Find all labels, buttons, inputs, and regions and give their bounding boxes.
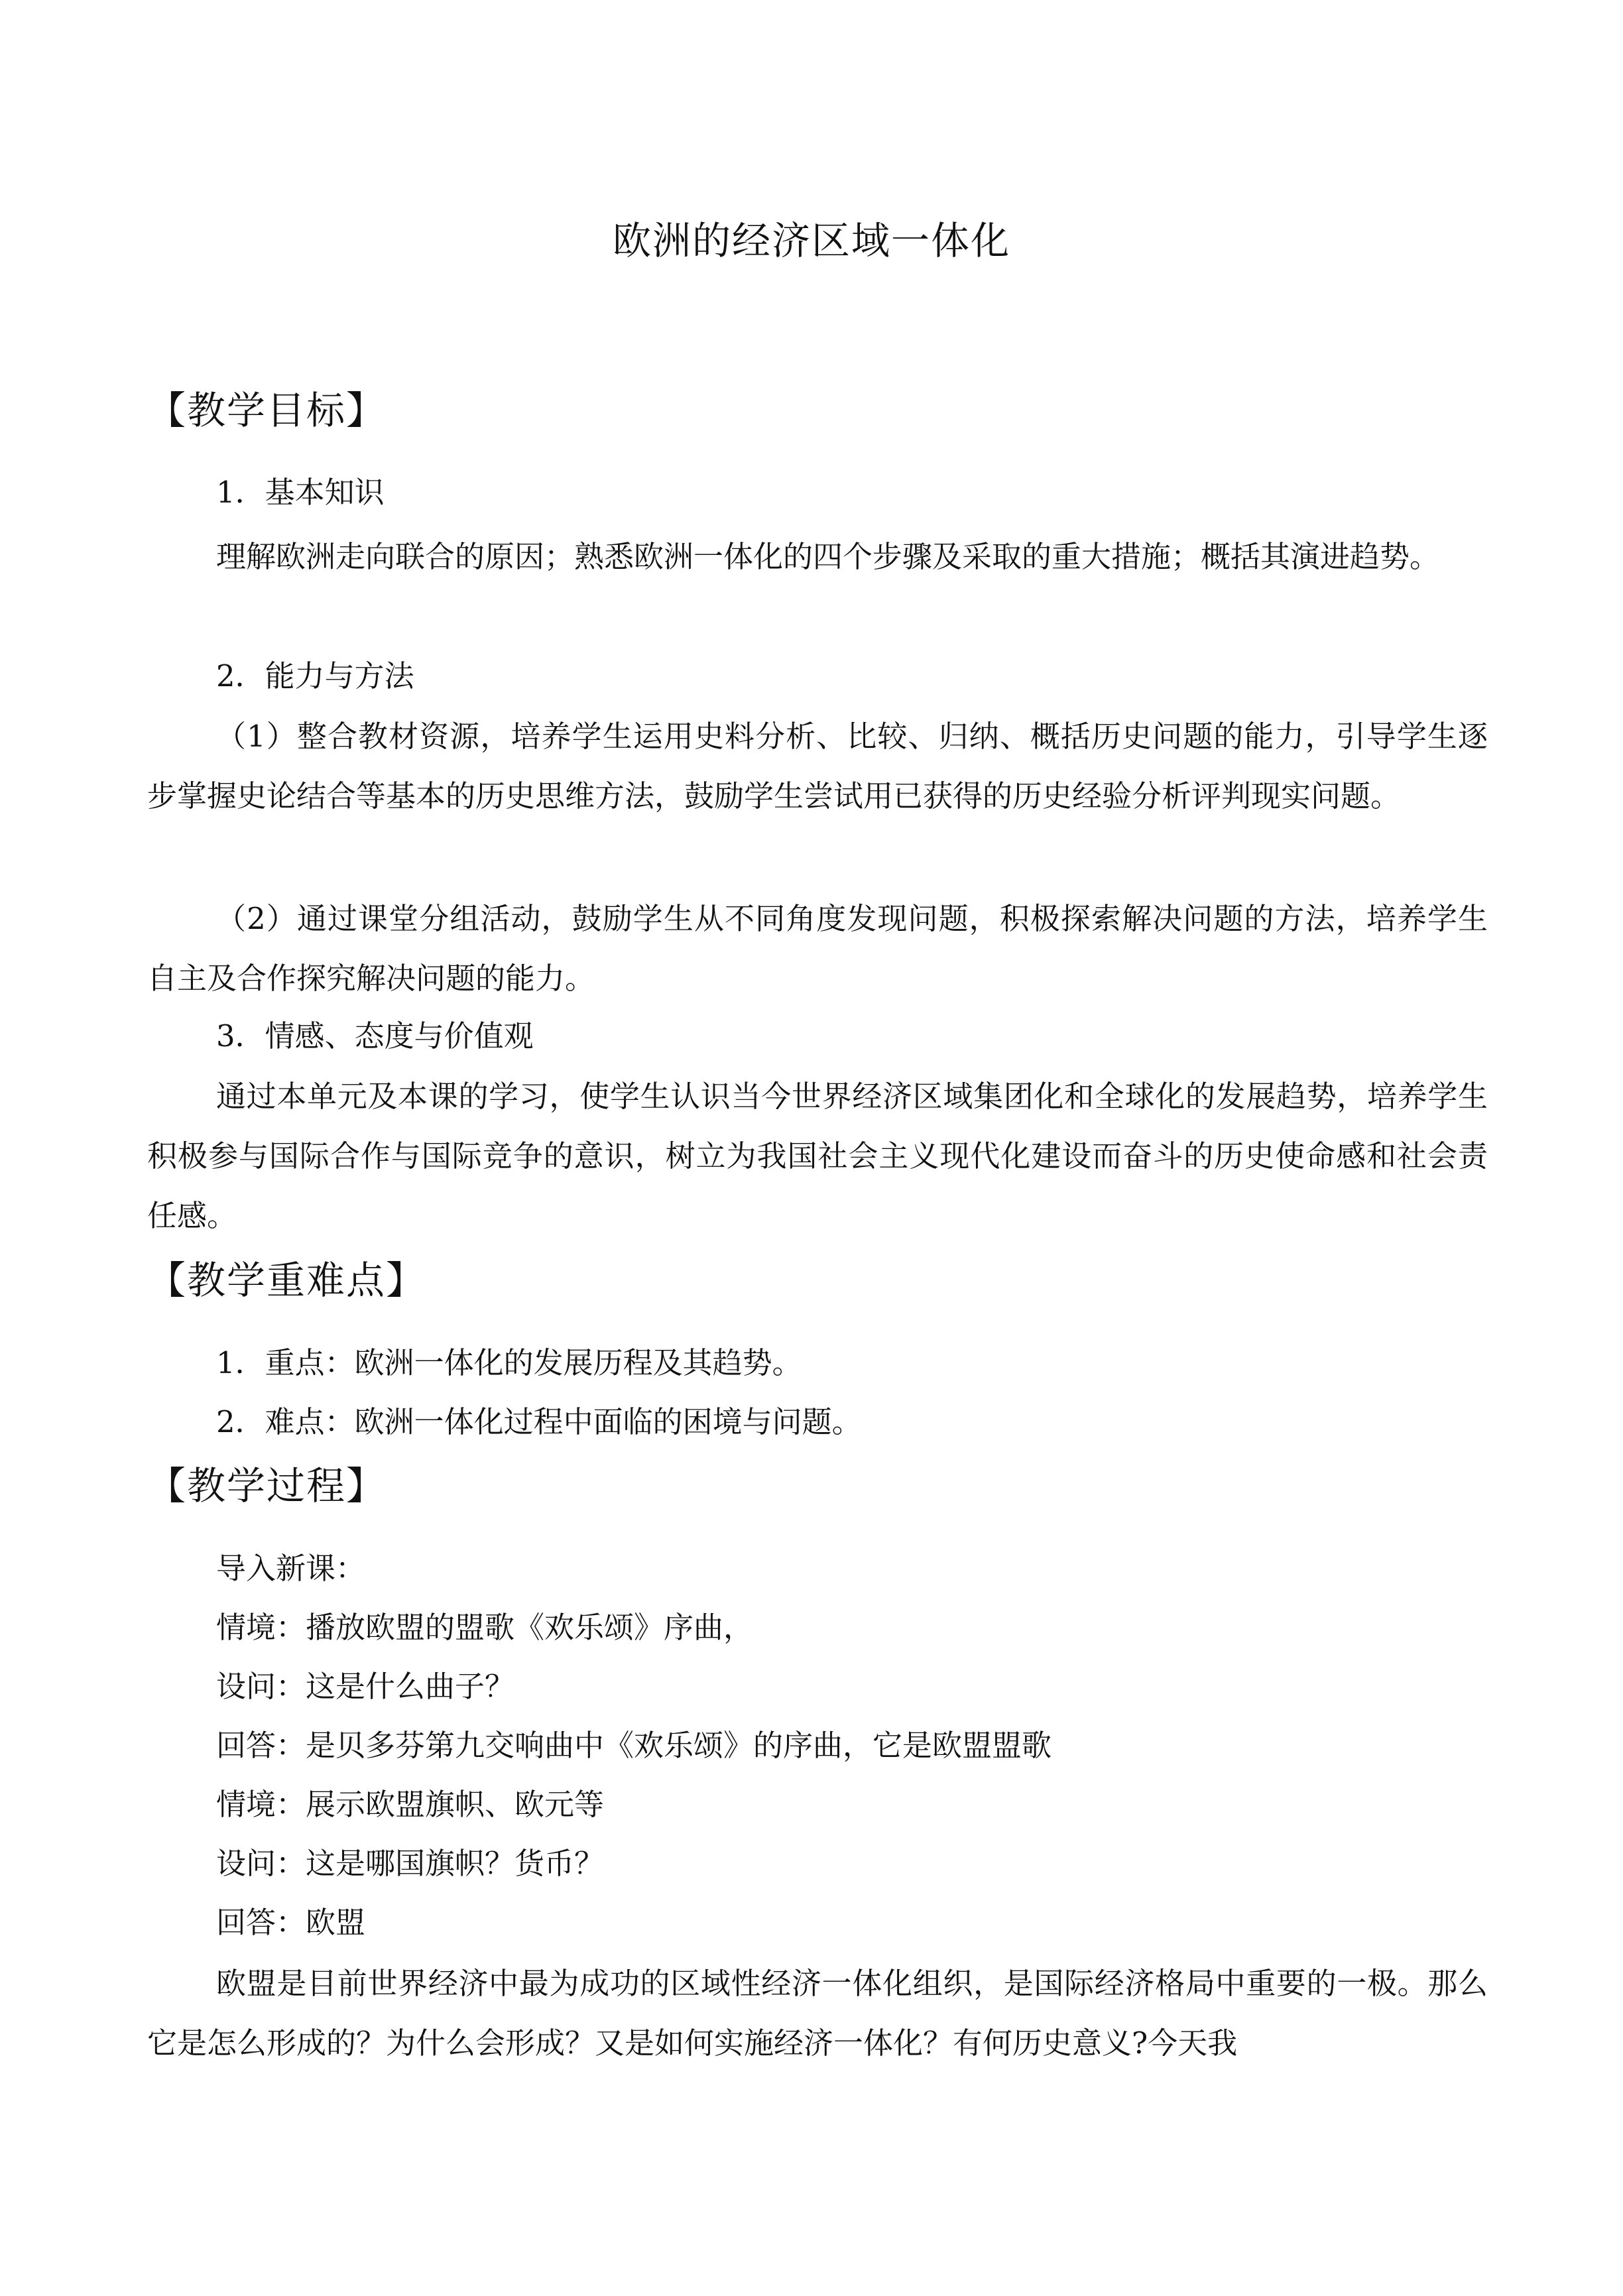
process-closing-paragraph: 欧盟是目前世界经济中最为成功的区域性经济一体化组织，是国际经济格局中重要的一极。那么它是怎么形成的？为什么会形成？又是如何实施经济一体化？有何历史意义?今天我 <box>147 1966 1488 2061</box>
objective-1-title: 1．基本知识 <box>216 475 385 510</box>
process-line-3: 设问：这是什么曲子？ <box>216 1669 515 1704</box>
process-line-5: 情境：展示欧盟旗帜、欧元等 <box>216 1787 605 1822</box>
objective-3-text: 通过本单元及本课的学习，使学生认识当今世界经济区域集团化和全球化的发展趋势，培养学生积极参与国际合作与国际竞争的意识，树立为我国社会主义现代化建设而奋斗的历史使命感和社会责任感。 <box>147 1079 1488 1233</box>
key-point-2: 2．难点：欧洲一体化过程中面临的困境与问题。 <box>216 1404 862 1439</box>
objective-3-title: 3．情感、态度与价值观 <box>216 1018 534 1054</box>
section-heading-objectives: 【教学目标】 <box>147 388 387 433</box>
key-point-1: 1．重点：欧洲一体化的发展历程及其趋势。 <box>216 1345 802 1380</box>
section-heading-process: 【教学过程】 <box>147 1463 387 1508</box>
process-line-6: 设问：这是哪国旗帜？货币？ <box>216 1846 605 1881</box>
process-line-7: 回答：欧盟 <box>216 1905 366 1940</box>
objective-2-paragraph-2: （2）通过课堂分组活动，鼓励学生从不同角度发现问题，积极探索解决问题的方法，培养学生自主及合作探究解决问题的能力。 <box>147 901 1488 996</box>
process-line-4: 回答：是贝多芬第九交响曲中《欢乐颂》的序曲，它是欧盟盟歌 <box>216 1728 1052 1763</box>
objective-2-paragraph-1: （1）整合教材资源，培养学生运用史料分析、比较、归纳、概括历史问题的能力，引导学生逐步掌握史论结合等基本的历史思维方法，鼓励学生尝试用已获得的历史经验分析评判现实问题。 <box>147 719 1488 814</box>
process-line-1: 导入新课： <box>216 1551 366 1586</box>
objective-2-title: 2．能力与方法 <box>216 658 414 694</box>
objective-1-text: 理解欧洲走向联合的原因；熟悉欧洲一体化的四个步骤及采取的重大措施；概括其演进趋势。 <box>216 539 1440 574</box>
document-title: 欧洲的经济区域一体化 <box>612 218 1010 263</box>
process-line-2: 情境：播放欧盟的盟歌《欢乐颂》序曲， <box>216 1610 754 1645</box>
section-heading-key-points: 【教学重难点】 <box>147 1258 426 1303</box>
